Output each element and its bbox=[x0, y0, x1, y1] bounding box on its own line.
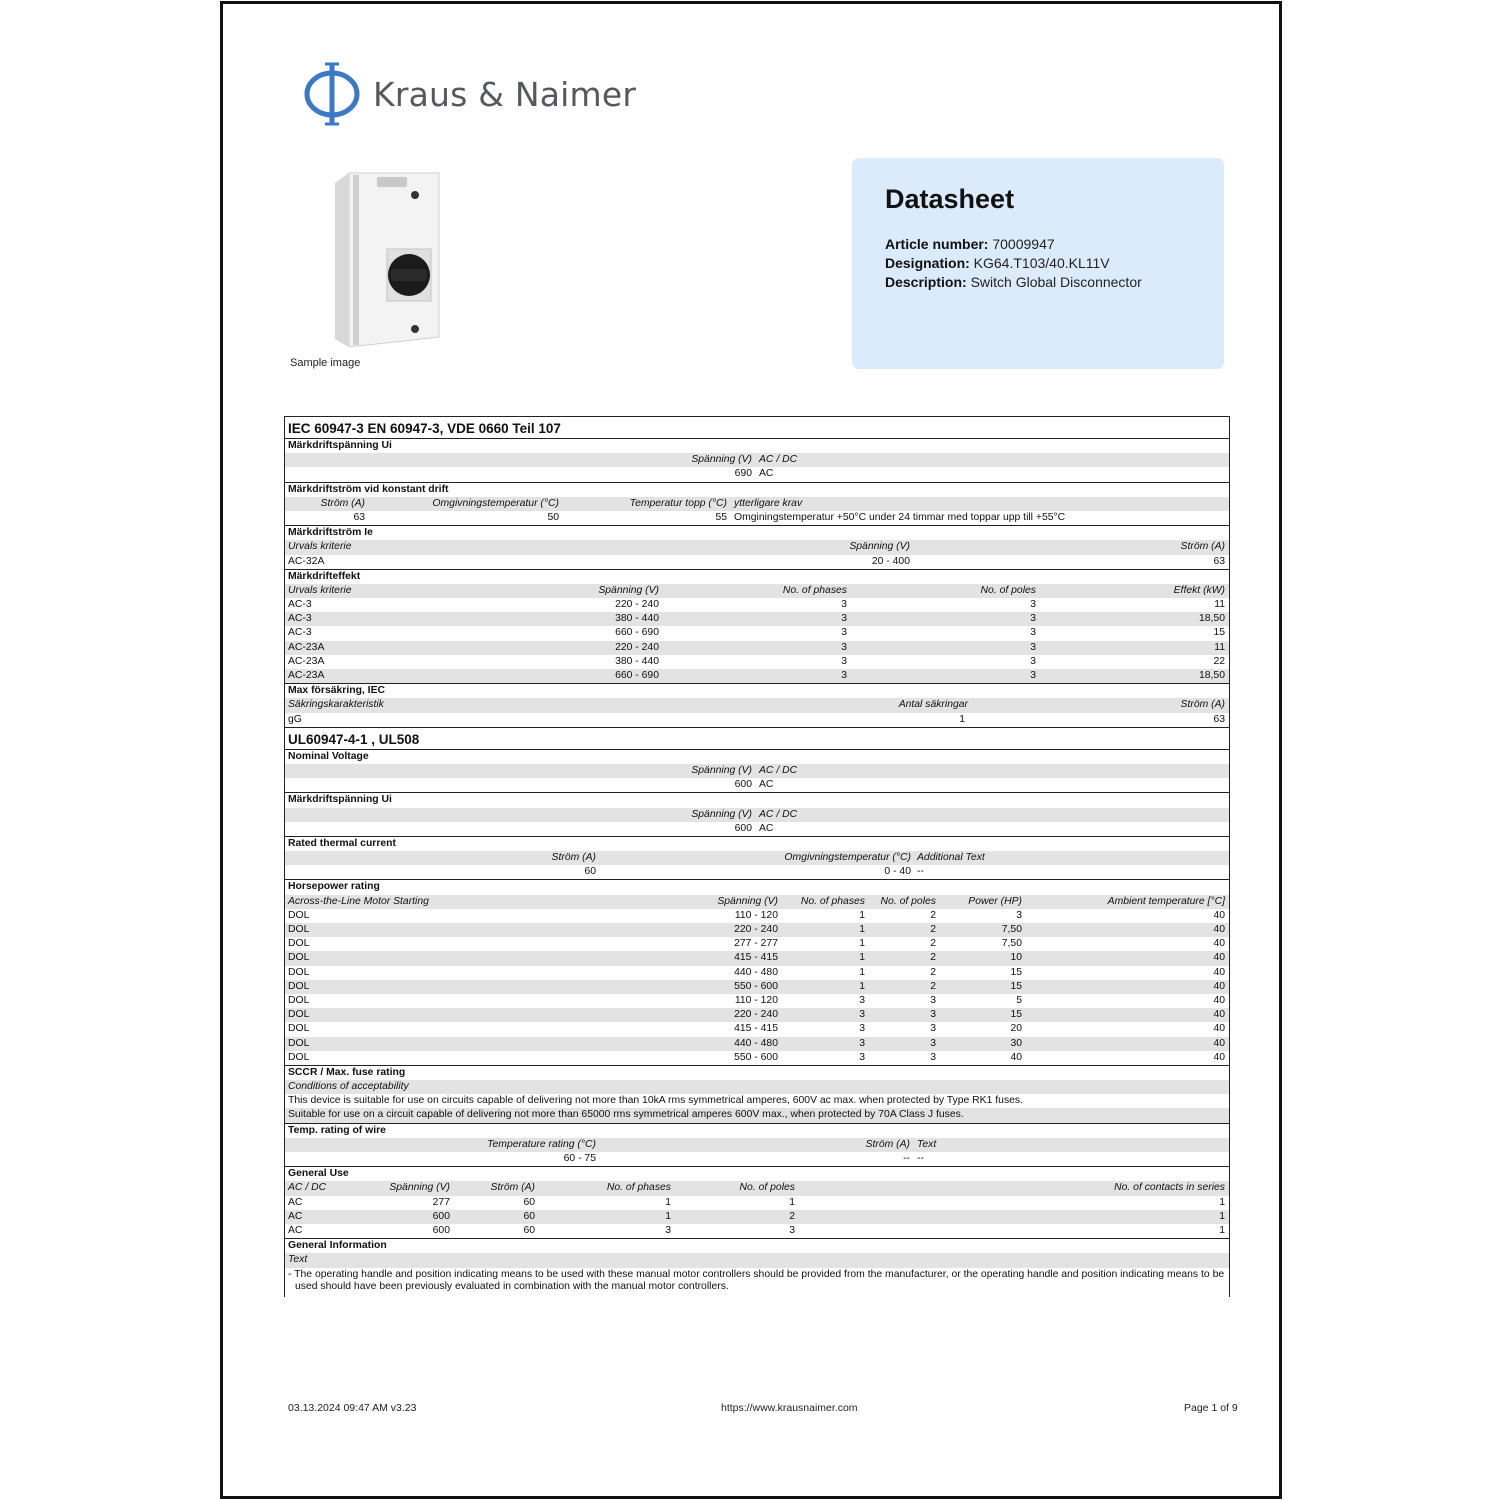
table-cell: 1 bbox=[859, 952, 865, 964]
table-row: Suitable for use on a circuit capable of delivering not more than 65000 rms symmetrical amperes 600V max., when protected by 70A Class J fuses. bbox=[285, 1108, 1229, 1122]
table-row bbox=[285, 655, 1229, 669]
table-row bbox=[285, 626, 1229, 640]
table-cell: AC-23A bbox=[288, 641, 325, 653]
table-cell: 40 bbox=[1213, 980, 1225, 992]
table-header-row: Conditions of acceptability bbox=[285, 1080, 1229, 1094]
footer-website-link[interactable]: https://www.krausnaimer.com bbox=[721, 1402, 858, 1414]
subsection-title: Märkdrifteffekt bbox=[285, 569, 1229, 584]
table-cell: 40 bbox=[1213, 924, 1225, 935]
table-cell: 1 bbox=[859, 980, 865, 992]
table-header-row: Säkringskarakteristik Antal säkringar Ström (A) bbox=[285, 698, 1229, 712]
table-cell: 600 bbox=[432, 1224, 450, 1236]
subsection-title: SCCR / Max. fuse rating bbox=[285, 1065, 1229, 1080]
table-row bbox=[285, 980, 1229, 994]
spec-table bbox=[284, 416, 1230, 1297]
table-cell: 3 bbox=[859, 1009, 865, 1021]
subsection-title: Nominal Voltage bbox=[288, 750, 369, 762]
table-cell: 2 bbox=[930, 966, 936, 978]
table-cell: 220 - 240 bbox=[734, 924, 778, 935]
table-row bbox=[285, 1051, 1229, 1065]
table-cell: 3 bbox=[930, 1023, 936, 1035]
table-cell: 1 bbox=[1219, 1196, 1225, 1208]
designation: Designation: KG64.T103/40.KL11V bbox=[885, 255, 1110, 271]
table-cell: 3 bbox=[1030, 670, 1036, 681]
table-cell: 415 - 415 bbox=[734, 1023, 778, 1035]
table-row: AC-32A 20 - 400 63 bbox=[288, 555, 1225, 567]
table-cell: 5 bbox=[1016, 994, 1022, 1006]
table-row bbox=[285, 669, 1229, 683]
sample-image-caption: Sample image bbox=[290, 357, 361, 369]
footer-page-number: Page 1 of 9 bbox=[1184, 1402, 1238, 1414]
table-cell: 3 bbox=[1030, 599, 1036, 611]
table-cell: 220 - 240 bbox=[615, 641, 659, 653]
subsection-title: Temp. rating of wire bbox=[285, 1123, 1229, 1138]
subsection-title: Horsepower rating bbox=[285, 879, 1229, 894]
table-cell: 40 bbox=[1213, 994, 1225, 1006]
table-cell: 3 bbox=[930, 1037, 936, 1049]
table-cell: 40 bbox=[1213, 1009, 1225, 1021]
table-row bbox=[285, 1224, 1229, 1238]
subsection-title: Märkdriftström vid konstant drift bbox=[285, 482, 1229, 497]
section-title-iec: IEC 60947-3 EN 60947-3, VDE 0660 Teil 107 bbox=[285, 417, 1229, 439]
description: Description: Switch Global Disconnector bbox=[885, 274, 1142, 290]
table-cell: 3 bbox=[841, 613, 847, 625]
table-row bbox=[285, 966, 1229, 980]
table-cell: 550 - 600 bbox=[734, 1051, 778, 1063]
table-cell: 1 bbox=[665, 1210, 671, 1222]
table-row bbox=[285, 1196, 1229, 1210]
table-header-row: Spänning (V) AC / DC bbox=[285, 764, 1229, 778]
table-cell: 22 bbox=[1213, 655, 1225, 667]
table-row: 600 AC bbox=[734, 779, 774, 791]
table-row bbox=[285, 598, 1229, 612]
table-cell: DOL bbox=[288, 1023, 310, 1035]
table-cell: 277 bbox=[432, 1196, 450, 1208]
table-cell: 380 - 440 bbox=[615, 613, 659, 625]
table-header-row: Spänning (V) AC / DC bbox=[285, 808, 1229, 822]
table-row bbox=[285, 1008, 1229, 1022]
table-cell: 3 bbox=[841, 670, 847, 681]
table-row bbox=[285, 1022, 1229, 1036]
table-cell: 1 bbox=[1219, 1210, 1225, 1222]
table-cell: 40 bbox=[1010, 1051, 1022, 1063]
phi-logo-icon bbox=[303, 60, 361, 128]
table-cell: 110 - 120 bbox=[734, 909, 778, 921]
table-header-row: AC / DC Spänning (V) Ström (A) No. of phases No. of poles No. of contacts in series bbox=[285, 1181, 1229, 1195]
table-row: 600 AC bbox=[734, 822, 774, 834]
table-cell: 20 bbox=[1010, 1023, 1022, 1035]
table-cell: 40 bbox=[1213, 1023, 1225, 1035]
table-cell: 3 bbox=[841, 627, 847, 639]
table-cell: 3 bbox=[859, 994, 865, 1006]
table-row bbox=[285, 994, 1229, 1008]
table-cell: 1 bbox=[859, 924, 865, 935]
subsection-title: Märkdriftström Ie bbox=[285, 525, 1229, 540]
table-cell: 11 bbox=[1214, 599, 1225, 611]
table-cell: 30 bbox=[1010, 1037, 1022, 1049]
table-row: 690 AC bbox=[734, 468, 774, 480]
table-cell: 40 bbox=[1213, 938, 1225, 950]
table-cell: 2 bbox=[930, 924, 936, 935]
table-cell: 2 bbox=[930, 952, 936, 964]
table-cell: 600 bbox=[432, 1210, 450, 1222]
table-cell: 3 bbox=[1030, 655, 1036, 667]
table-cell: 440 - 480 bbox=[734, 966, 778, 978]
table-cell: 60 bbox=[523, 1224, 535, 1236]
table-cell: DOL bbox=[288, 952, 310, 964]
table-cell: 3 bbox=[859, 1051, 865, 1063]
table-cell: DOL bbox=[288, 1009, 310, 1021]
subsection-title: Märkdriftspänning Ui bbox=[288, 440, 392, 451]
table-cell: 3 bbox=[841, 599, 847, 611]
section-title-ul: UL60947-4-1 , UL508 bbox=[285, 727, 1229, 750]
table-cell: 7,50 bbox=[1001, 924, 1022, 935]
table-header-row: Spänning (V) AC / DC bbox=[285, 453, 1229, 467]
table-row bbox=[285, 1210, 1229, 1224]
table-cell: DOL bbox=[288, 924, 310, 935]
table-cell: AC-3 bbox=[288, 627, 312, 639]
table-cell: 3 bbox=[665, 1224, 671, 1236]
table-cell: 110 - 120 bbox=[734, 994, 778, 1006]
brand-logo bbox=[303, 58, 636, 130]
datasheet-info-box bbox=[852, 158, 1224, 369]
table-cell: 10 bbox=[1010, 952, 1022, 964]
table-cell: 3 bbox=[930, 1009, 936, 1021]
table-cell: DOL bbox=[288, 1037, 310, 1049]
datasheet-heading: Datasheet bbox=[885, 184, 1015, 214]
footer-date: 03.13.2024 09:47 AM v3.23 bbox=[288, 1402, 417, 1414]
subsection-title: General Use bbox=[285, 1166, 1229, 1181]
table-cell: 2 bbox=[930, 938, 936, 950]
product-image bbox=[327, 169, 447, 349]
table-row bbox=[285, 1037, 1229, 1051]
table-cell: 3 bbox=[841, 641, 847, 653]
table-row: 63 50 55 Omginingstemperatur +50°C under 24 timmar med toppar upp till +55°C bbox=[353, 511, 1066, 523]
table-cell: 415 - 415 bbox=[734, 952, 778, 964]
table-cell: 60 bbox=[523, 1210, 535, 1222]
table-row: gG 1 63 bbox=[288, 713, 1225, 725]
table-cell: DOL bbox=[288, 980, 310, 992]
table-cell: 40 bbox=[1213, 909, 1225, 921]
table-cell: 1 bbox=[665, 1196, 671, 1208]
table-cell: 220 - 240 bbox=[734, 1009, 778, 1021]
table-cell: 440 - 480 bbox=[734, 1037, 778, 1049]
table-row: This device is suitable for use on circuits capable of delivering not more than 10kA rms symmetrical amperes, 600V ac max. when protected by Type RK1 fuses. bbox=[288, 1095, 1024, 1107]
table-cell: DOL bbox=[288, 966, 310, 978]
table-cell: AC-23A bbox=[288, 670, 325, 681]
table-header-row: Urvals kriterie Spänning (V) No. of phases No. of poles Effekt (kW) bbox=[285, 584, 1229, 598]
table-cell: 7,50 bbox=[1001, 938, 1022, 950]
table-row bbox=[285, 951, 1229, 965]
table-cell: 15 bbox=[1010, 1009, 1022, 1021]
table-cell: AC-23A bbox=[288, 655, 325, 667]
table-row: 60 0 - 40 -- bbox=[584, 866, 924, 878]
table-header-row: Temperature rating (°C) Ström (A) Text bbox=[285, 1138, 1229, 1152]
table-header-row: Urvals kriterie Spänning (V) Ström (A) bbox=[285, 540, 1229, 554]
table-cell: 18,50 bbox=[1198, 613, 1225, 625]
table-cell: 1 bbox=[789, 1196, 795, 1208]
table-cell: 2 bbox=[930, 980, 936, 992]
table-cell: 15 bbox=[1010, 980, 1022, 992]
table-cell: 11 bbox=[1214, 641, 1225, 653]
table-header-row: Ström (A) Omgivningstemperatur (°C) Temperatur topp (°C) ytterligare krav bbox=[285, 497, 1229, 511]
table-cell: 3 bbox=[1030, 641, 1036, 653]
table-row bbox=[285, 937, 1229, 951]
table-cell: 660 - 690 bbox=[615, 627, 659, 639]
general-information-text: - The operating handle and position indicating means to be used with these manual motor controllers should be provided from the manufacturer, or the operating handle and position indicating means to be used should have been previously evaluated in combination with the manual motor controllers. bbox=[288, 1268, 1225, 1293]
article-number: Article number: 70009947 bbox=[885, 236, 1055, 252]
table-cell: 220 - 240 bbox=[615, 599, 659, 611]
subsection-title: General Information bbox=[285, 1238, 1229, 1253]
table-cell: 60 bbox=[523, 1196, 535, 1208]
table-cell: 277 - 277 bbox=[734, 938, 778, 950]
table-cell: 2 bbox=[930, 909, 936, 921]
table-header-row: Across-the-Line Motor Starting Spänning (V) No. of phases No. of poles Power (HP) Ambient temperature [°C] bbox=[285, 895, 1229, 909]
table-cell: DOL bbox=[288, 1051, 310, 1063]
table-cell: DOL bbox=[288, 909, 310, 921]
subsection-title: Märkdriftspänning Ui bbox=[285, 792, 1229, 807]
table-cell: DOL bbox=[288, 994, 310, 1006]
table-row: 60 - 75 -- -- bbox=[563, 1153, 924, 1164]
table-cell: 660 - 690 bbox=[615, 670, 659, 681]
table-cell: 15 bbox=[1010, 966, 1022, 978]
table-cell: 1 bbox=[859, 909, 865, 921]
table-cell: 1 bbox=[859, 966, 865, 978]
table-cell: 3 bbox=[930, 1051, 936, 1063]
table-row bbox=[285, 641, 1229, 655]
datasheet-page bbox=[220, 1, 1282, 1499]
subsection-title: Rated thermal current bbox=[285, 836, 1229, 851]
table-cell: 2 bbox=[789, 1210, 795, 1222]
table-cell: 40 bbox=[1213, 952, 1225, 964]
subsection-title: Max försäkring, IEC bbox=[285, 683, 1229, 698]
table-row bbox=[285, 612, 1229, 626]
table-cell: 3 bbox=[859, 1023, 865, 1035]
table-cell: 40 bbox=[1213, 1051, 1225, 1063]
table-cell: 1 bbox=[1219, 1224, 1225, 1236]
table-cell: 3 bbox=[789, 1224, 795, 1236]
table-cell: AC-3 bbox=[288, 613, 312, 625]
table-header-row: Text bbox=[285, 1253, 1229, 1267]
table-cell: 380 - 440 bbox=[615, 655, 659, 667]
table-cell: 40 bbox=[1213, 966, 1225, 978]
table-cell: AC-3 bbox=[288, 599, 312, 611]
table-cell: 15 bbox=[1213, 627, 1225, 639]
table-row bbox=[285, 909, 1229, 923]
table-cell: 3 bbox=[841, 655, 847, 667]
table-cell: 3 bbox=[1030, 627, 1036, 639]
table-cell: 40 bbox=[1213, 1037, 1225, 1049]
table-header-row: Ström (A) Omgivningstemperatur (°C) Additional Text bbox=[285, 851, 1229, 865]
table-cell: 550 - 600 bbox=[734, 980, 778, 992]
table-row bbox=[285, 923, 1229, 937]
table-cell: AC bbox=[288, 1224, 303, 1236]
table-cell: 3 bbox=[930, 994, 936, 1006]
table-cell: 3 bbox=[1030, 613, 1036, 625]
table-cell: DOL bbox=[288, 938, 310, 950]
table-cell: 18,50 bbox=[1198, 670, 1225, 681]
brand-name: Kraus & Naimer bbox=[373, 74, 637, 114]
table-cell: AC bbox=[288, 1196, 303, 1208]
table-cell: 1 bbox=[859, 938, 865, 950]
table-cell: 3 bbox=[1016, 909, 1022, 921]
table-cell: AC bbox=[288, 1210, 303, 1222]
table-cell: 3 bbox=[859, 1037, 865, 1049]
